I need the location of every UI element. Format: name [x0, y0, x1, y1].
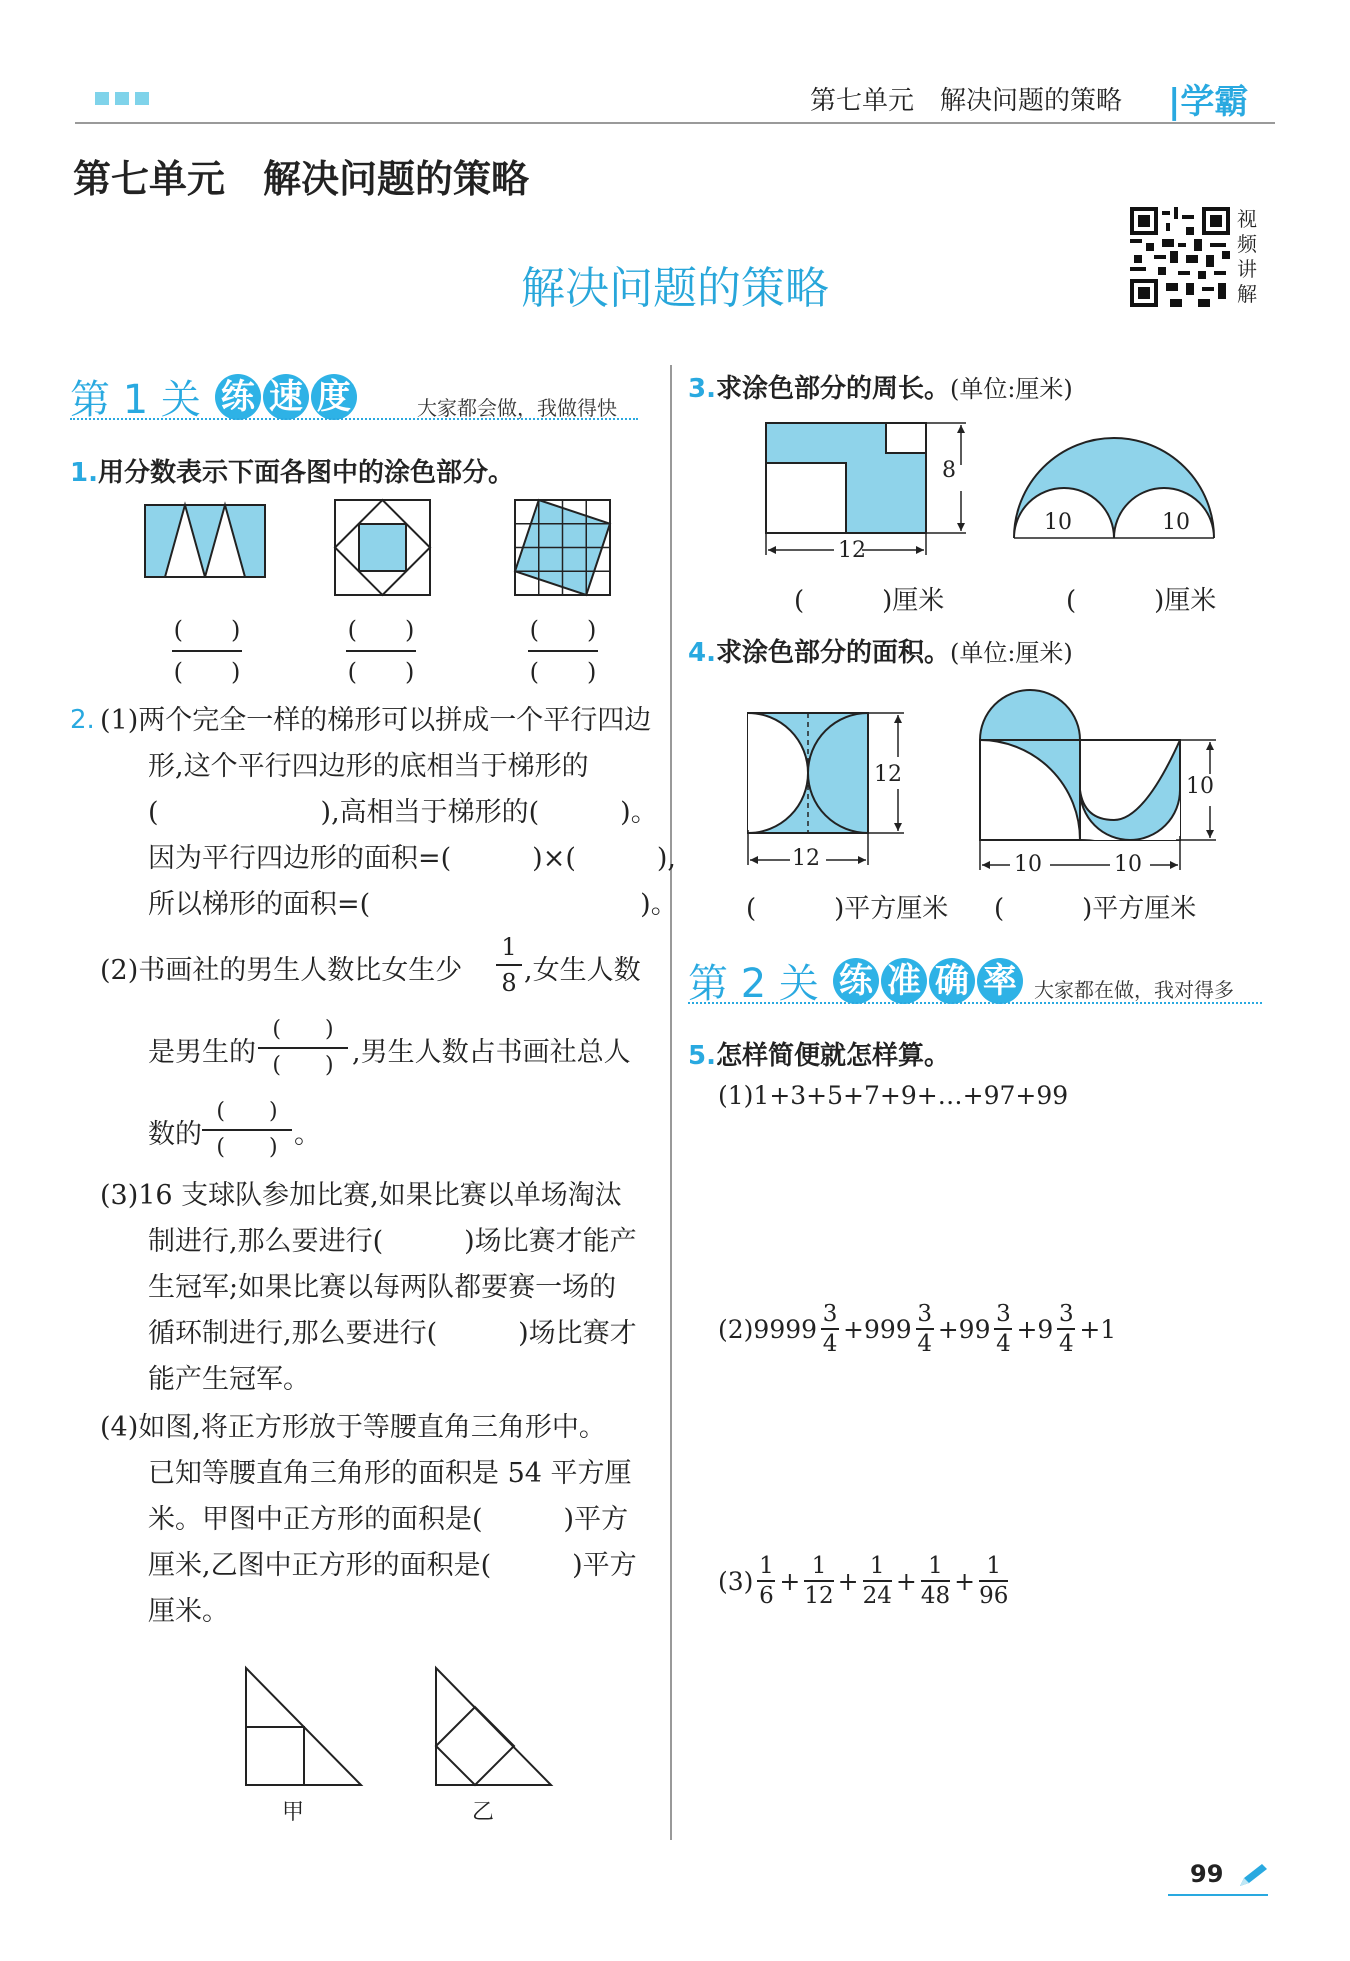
page-number: 99	[1190, 1860, 1224, 1888]
level1-label: 第 1 关	[70, 377, 201, 423]
q1-answer-a[interactable]: ( ) ( )	[173, 616, 241, 686]
section-title: 解决问题的策略	[521, 263, 829, 314]
q5-part1: (1)1+3+5+7+9+…+97+99	[718, 1081, 1069, 1110]
q2-part1: (1)两个完全一样的梯形可以拼成一个平行四边 形,这个平行四边形的底相当于梯形的 ( ),高相当于梯形的( )。 因为平行四边形的面积=( )×( ), 所以梯形的面积=( )。	[100, 705, 678, 920]
q2-part2-line3-a: 数的	[148, 1119, 202, 1150]
level1-slogan: 大家都会做，我做得快	[417, 396, 617, 420]
qr-code-icon[interactable]	[1130, 207, 1230, 307]
q3-label-10-left: 10	[1044, 510, 1072, 535]
level1-dotted-rule	[70, 418, 638, 420]
q5-part2: (2) 9999 3 4 +999 3 4 +99 3 4 +9 3 4 +1	[718, 1301, 1117, 1357]
q4-label-12-horizontal: 12	[792, 846, 820, 871]
q2-answer-boys-ratio[interactable]: ( ) ( )	[202, 1097, 292, 1163]
level2-label: 第 2 关	[688, 961, 819, 1007]
q2-part2-line1-end: ,女生人数	[524, 955, 641, 986]
q2-part2-line1: (2)书画社的男生人数比女生少	[100, 955, 463, 986]
q5-title: 5.怎样简便就怎样算。	[688, 1041, 950, 1071]
q2-answer-girls-ratio[interactable]: ( ) ( )	[258, 1015, 348, 1081]
q3-label-12: 12	[838, 538, 866, 563]
q4-label-10-vertical: 10	[1186, 774, 1214, 799]
level2-dotted-rule	[688, 1002, 1262, 1004]
q4-label-10-left: 10	[1014, 852, 1042, 877]
q4-answer-1[interactable]: ( )平方厘米	[746, 894, 949, 924]
q2-caption-yi: 乙	[472, 1800, 495, 1825]
q2-part2-line2-b: ,男生人数占书画社总人	[352, 1037, 631, 1068]
header-rule	[75, 122, 1275, 124]
q4-label-10-right: 10	[1114, 852, 1142, 877]
q1-figure-b	[330, 495, 435, 600]
q3-label-10-right: 10	[1162, 510, 1190, 535]
q2-part4: (4)如图,将正方形放于等腰直角三角形中。 已知等腰直角三角形的面积是 54 平方厘 米。甲图中正方形的面积是( )平方 厘米,乙图中正方形的面积是( )平方 厘米。	[100, 1412, 637, 1627]
q2-caption-jia: 甲	[282, 1800, 305, 1825]
q4-title: 4.求涂色部分的面积。(单位:厘米)	[688, 638, 1073, 668]
q2-fraction-one-eighth: 1 8	[496, 932, 522, 998]
q2-number: 2.	[70, 705, 95, 735]
level1-heading	[70, 368, 357, 425]
q2-figure-yi	[428, 1660, 558, 1790]
q4-label-12-vertical: 12	[874, 762, 902, 787]
q1-figure-c	[510, 495, 615, 600]
level2-badge: 练 准 确 率	[833, 958, 1023, 1004]
pencil-icon	[1236, 1862, 1270, 1890]
q3-answer-1[interactable]: ( )厘米	[794, 586, 945, 616]
running-title: 第七单元 解决问题的策略	[810, 86, 1123, 116]
brand-logo: |学霸	[1168, 82, 1249, 122]
video-explanation-label: 视频讲解	[1237, 207, 1257, 306]
q1-figure-a	[140, 500, 270, 582]
q4-figure-square-arcs	[742, 705, 912, 875]
q5-part3: (3) 1 6 + 1 12 + 1 24 + 1 48 + 1 96	[718, 1553, 1009, 1609]
level2-slogan: 大家都在做，我对得多	[1034, 978, 1234, 1002]
unit-title: 第七单元 解决问题的策略	[73, 157, 530, 201]
q2-part2-line2-a: 是男生的	[148, 1037, 256, 1068]
q3-title: 3.求涂色部分的周长。(单位:厘米)	[688, 374, 1073, 404]
level1-badge: 练 速 度	[215, 374, 357, 420]
q3-figure-staircase	[756, 415, 976, 575]
q1-answer-c[interactable]: ( ) ( )	[529, 616, 597, 686]
header-decoration	[95, 92, 149, 105]
q2-part2-line3-b: 。	[294, 1119, 321, 1150]
q1-title: 1.用分数表示下面各图中的涂色部分。	[70, 458, 514, 488]
q3-answer-2[interactable]: ( )厘米	[1066, 586, 1217, 616]
q2-figure-jia	[238, 1660, 368, 1790]
q2-part3: (3)16 支球队参加比赛,如果比赛以单场淘汰 制进行,那么要进行( )场比赛才能产 生冠军;如果比赛以每两队都要赛一场的 循环制进行,那么要进行( )场比赛才 能产生冠军。	[100, 1180, 637, 1395]
q3-label-8: 8	[942, 458, 956, 483]
q4-answer-2[interactable]: ( )平方厘米	[994, 894, 1197, 924]
q1-answer-b[interactable]: ( ) ( )	[347, 616, 415, 686]
q3-figure-arches	[1008, 428, 1228, 548]
level2-heading	[688, 952, 1023, 1009]
footer-rule	[1168, 1894, 1268, 1896]
column-divider	[670, 365, 672, 1840]
